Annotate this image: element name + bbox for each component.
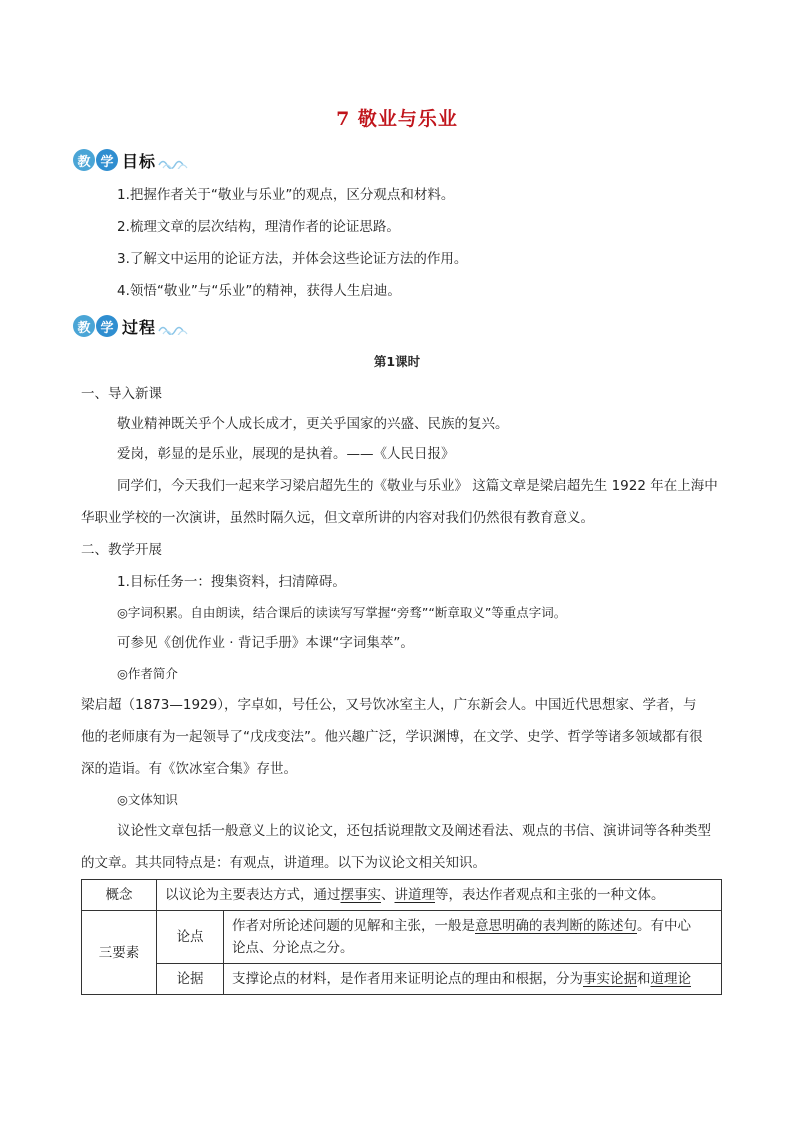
goal-item: 4.领悟“敬业”与“乐业”的精神，获得人生启迪。 (117, 283, 401, 299)
paragraph: 的文章。其共同特点是：有观点，讲道理。以下为议论文相关知识。 (81, 855, 486, 871)
badge-bubble: 教 (73, 315, 95, 337)
table-cell-label: 概念 (82, 880, 157, 911)
paragraph: 同学们，今天我们一起来学习梁启超先生的《敬业与乐业》 这篇文章是梁启超先生 1922 年在上海中 (117, 478, 718, 494)
paragraph: 华职业学校的一次演讲，虽然时隔久远，但文章所讲的内容对我们仍然很有教育意义。 (81, 510, 594, 526)
table-cell-sublabel: 论据 (157, 964, 224, 995)
wave-decoration-icon (158, 323, 188, 335)
table-cell-sublabel: 论点 (157, 911, 224, 964)
paragraph: 他的老师康有为一起领导了“戊戌变法”。他兴趣广泛，学识渊博，在文学、史学、哲学等诸多领域都有很 (81, 729, 703, 745)
goal-item: 2.梳理文章的层次结构，理清作者的论证思路。 (117, 219, 400, 235)
table-cell: 作者对所论述问题的见解和主张，一般是意思明确的表判断的陈述句。有中心 论点、分论点之分。 (224, 911, 722, 964)
goal-item: 1.把握作者关于“敬业与乐业”的观点，区分观点和材料。 (117, 187, 455, 203)
lesson-title: 7 敬业与乐业 (336, 108, 458, 130)
table-row (82, 880, 722, 911)
heading-intro: 一、导入新课 (81, 386, 162, 402)
badge-bubble: 学 (96, 149, 118, 171)
heading-development: 二、教学开展 (81, 542, 162, 558)
badge-bubble: 学 (96, 315, 118, 337)
table-cell-label: 三要素 (82, 911, 157, 995)
paragraph: 梁启超（1873—1929），字卓如，号任公，又号饮冰室主人，广东新会人。中国近代思想家、学者，与 (81, 697, 697, 713)
paragraph: 深的造诣。有《饮冰室合集》存世。 (81, 761, 297, 777)
section-heading-goals: 目标 (122, 151, 157, 171)
lesson-period: 第1课时 (373, 354, 421, 369)
paragraph: 爱岗，彰显的是乐业，展现的是执着。——《人民日报》 (117, 446, 455, 462)
subheading-genre: ◎文体知识 (117, 792, 178, 807)
table-row (82, 911, 722, 964)
wave-decoration-icon (158, 157, 188, 169)
section-badge-goals (73, 147, 188, 173)
paragraph: ◎字词积累。自由朗读，结合课后的读读写写掌握“旁骛”“断章取义”等重点字词。 (117, 605, 567, 620)
task-item: 1.目标任务一：搜集资料，扫清障碍。 (117, 574, 346, 590)
goal-item: 3.了解文中运用的论证方法，并体会这些论证方法的作用。 (117, 251, 468, 267)
section-badge-process (73, 313, 188, 339)
table-row (82, 964, 722, 995)
paragraph: 敬业精神既关乎个人成长成才，更关乎国家的兴盛、民族的复兴。 (117, 416, 509, 432)
table-cell: 支撑论点的材料，是作者用来证明论点的理由和根据，分为事实论据和道理论 (224, 964, 722, 995)
subheading-author: ◎作者简介 (117, 666, 178, 681)
section-heading-process: 过程 (122, 317, 157, 337)
argument-knowledge-table (81, 879, 722, 995)
badge-bubble: 教 (73, 149, 95, 171)
table-cell: 以议论为主要表达方式，通过摆事实、讲道理等，表达作者观点和主张的一种文体。 (157, 880, 722, 911)
paragraph: 议论性文章包括一般意义上的议论文，还包括说理散文及阐述看法、观点的书信、演讲词等各种类型 (117, 823, 711, 839)
paragraph: 可参见《创优作业 · 背记手册》本课“字词集萃”。 (117, 635, 414, 651)
